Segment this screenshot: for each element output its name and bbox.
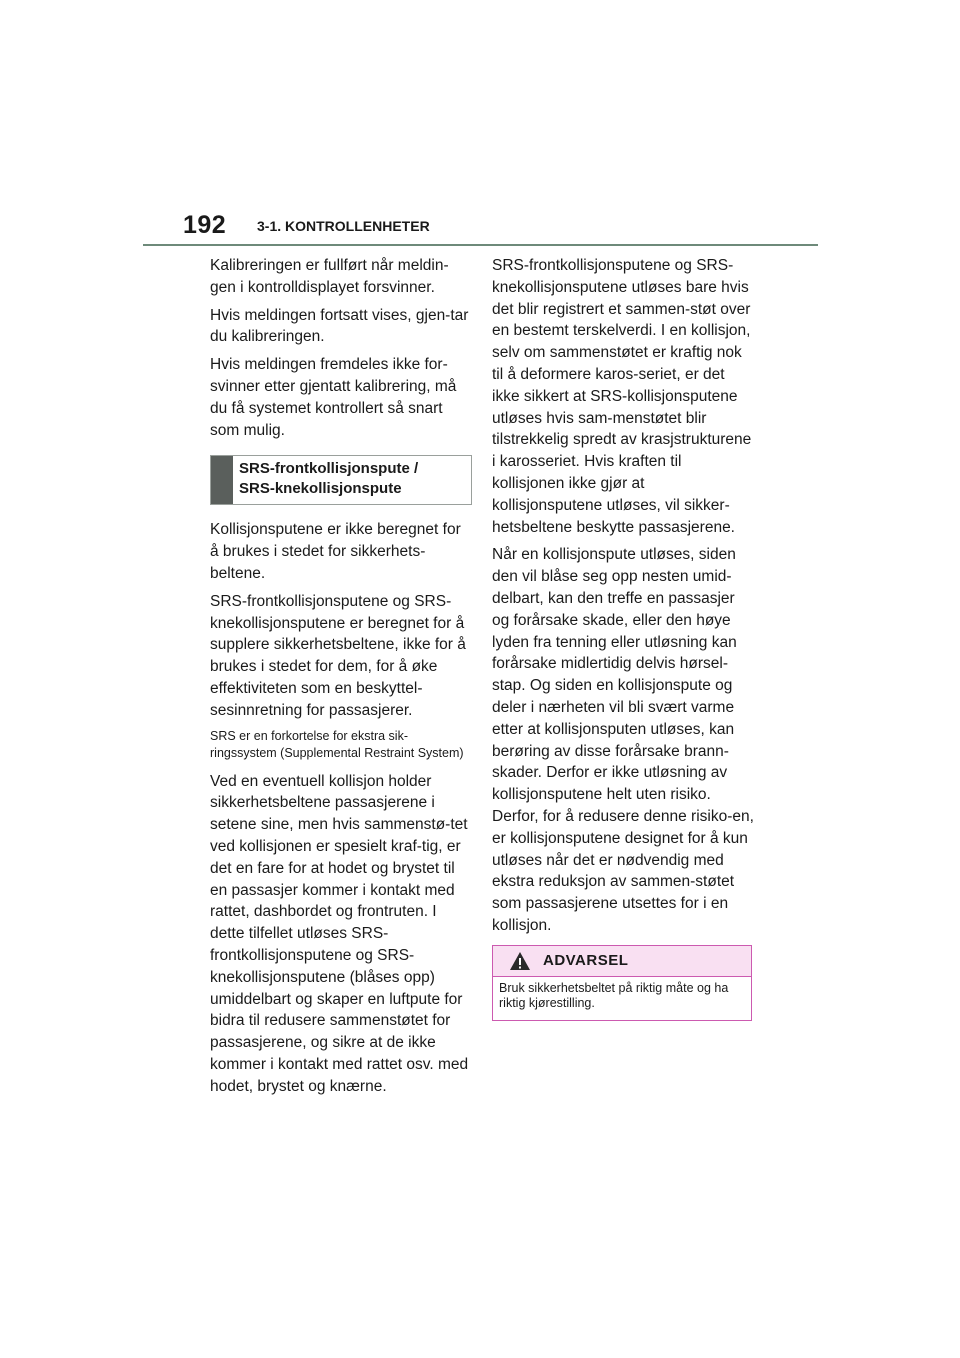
paragraph-calibration-complete: Kalibreringen er fullført når meldin-gen i kontrolldisplayet forsvinner. [210,257,449,296]
paragraph-deployment-risks: Når en kollisjonspute utløses, siden den vil blåse seg opp nesten umid-delbart, kan den treffe en passasjer og forårsake skade, eller den høye lyden fra tenning eller utløsning kan forårsake midlertidig delvis hørsel-stap. Og siden en kollisjonspute og deler i nærheten vil bli svært varme etter at kollisjonsputen utløses, kan berøring av disse forårsake brann-skader. Derfor er ikke utløsning av kollisjonsputene helt uten risiko. Derfor, for å redusere denne risiko-en, er kollisjonsputene designet for å kun utløses når det er nødvendig med ekstra reduksjon av sammen-støtet som passasjerene utsettes for i en kollisjon. [492,546,754,934]
warning-box [492,945,752,1021]
paragraph-airbags-not-replacement: Kollisjonsputene er ikke beregnet for å brukes i stedet for sikkerhets-beltene. [210,521,461,582]
right-column [492,255,754,1021]
warning-text: Bruk sikkerhetsbeltet på riktig måte og ha riktig kjørestilling. [499,980,729,1011]
paragraph-get-system-checked: Hvis meldingen fremdeles ikke for-svinner etter gjentatt kalibrering, må du få systemet kontrollert så snart som mulig. [210,356,457,439]
paragraph-collision-behaviour: Ved en eventuell kollisjon holder sikkerhetsbeltene passasjerene i setene sine, men hvis sammenstø-tet ved kollisjonen er spesielt kraf-tig, er det en fare for at hodet og brystet til en passasjer kommer i kontakt med rattet, dashbordet og frontruten. I dette tilfellet utløses SRS-frontkollisjonsputene og SRS-knekollisjonsputene (blåses opp) umiddelbart og skaper en luftpute for bidra til redusere sammenstøtet for passasjerene, og sikre at de ikke kommer i kontakt med rattet osv. med hodet, brystet og knærne. [210,772,469,1095]
note-srs-abbreviation: SRS er en forkortelse for ekstra sik-ringssystem (Supplemental Restraint System) [210,728,464,761]
warning-triangle-icon [509,951,531,971]
warning-header [493,946,751,977]
header-rule [143,244,818,246]
section-title: 3-1. KONTROLLENHETER [257,218,430,234]
warning-title: ADVARSEL [543,951,629,969]
paragraph-airbags-supplement: SRS-frontkollisjonsputene og SRS-knekollisjonsputene er beregnet for å supplere sikkerhetsbeltene, ikke for å brukes i stedet for dem, for å øke effektiviteten som en beskyttel-sesinnretning for passasjerer. [210,592,466,719]
page-number: 192 [183,211,227,239]
left-column [210,255,472,1104]
paragraph-repeat-calibration: Hvis meldingen fortsatt vises, gjen-tar du kalibreringen. [210,306,469,346]
paragraph-deployment-threshold: SRS-frontkollisjonsputene og SRS-knekollisjonsputene utløses bare hvis det blir registrert et sammen-støt over en bestemt terskelverdi. I en kollisjon, selv om sammenstøtet er kraftig nok til å deformere karos-seriet, er det ikke sikkert at SRS-kollisjonsputene utløses hvis sam-menstøtet blir tilstrekkelig spredt av krasjstrukturene i karosseriet. Hvis kraften til kollisjonen ikke gjør at kollisjonsputene utløses, vil sikker-hetsbeltene beskytte passasjerene. [492,257,752,536]
subheading-bar [211,456,233,504]
section-subheading [210,455,472,505]
subheading-text [233,456,424,504]
subheading-line-2: SRS-knekollisjonspute [239,480,402,498]
subheading-line-1: SRS-frontkollisjonspute / [239,460,419,478]
